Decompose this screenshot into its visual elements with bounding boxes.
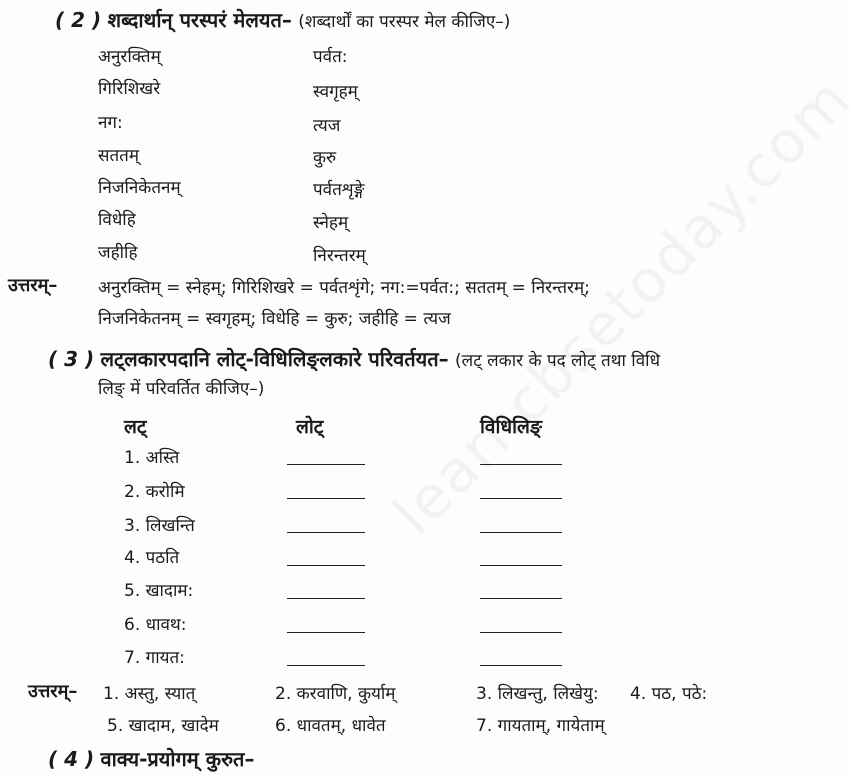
q3-heading: [48, 345, 660, 372]
q3-answer-5: 5. खादाम, खादेम: [107, 716, 219, 736]
q3-answer-2: 2. करवाणि, कुर्याम्: [275, 684, 396, 704]
pair-left-5: निजनिकेतनम्: [98, 178, 181, 198]
q2-answer-line-2: निजनिकेतनम् = स्वगृहम्; विधेहि = कुरु; जहीहि = त्यज: [98, 309, 451, 329]
col-header-lat: लट्: [124, 416, 147, 438]
pair-right-1: पर्वत:: [313, 47, 348, 67]
pair-left-6: विधेहि: [98, 210, 136, 230]
q3-hint-1: (लट् लकार के पद लोट् तथा विधि: [455, 351, 661, 371]
pair-right-2: स्वगृहम्: [313, 82, 358, 102]
q3-hint-2: लिङ् में परिवर्तित कीजिए–): [98, 379, 265, 399]
q3-number: ( 3 ): [48, 347, 95, 371]
q3-title: लट्लकारपदानि लोट्-विधिलिङ्लकारे परिवर्तयत–: [100, 347, 449, 371]
pair-left-2: गिरिशिखरे: [98, 79, 161, 99]
q2-number: ( 2 ): [55, 8, 102, 32]
blank-lot-2: [287, 498, 365, 499]
lat-row-1: 1. अस्ति: [124, 448, 180, 468]
lat-row-3: 3. लिखन्ति: [124, 516, 195, 536]
pair-left-4: सततम्: [98, 146, 140, 166]
q3-answer-label: उत्तरम्–: [28, 681, 78, 702]
q2-answer-line-1: अनुरक्तिम् = स्नेहम्; गिरिशिखरे = पर्वतशृंगे; नग:=पर्वत:; सततम् = निरन्तरम्;: [98, 278, 590, 298]
q2-title: शब्दार्थान् परस्परं मेलयत–: [107, 8, 292, 32]
pair-left-7: जहीहि: [98, 243, 138, 263]
lat-row-4: 4. पठति: [124, 548, 180, 568]
q2-answer-label: उत्तरम्–: [8, 275, 58, 296]
blank-lot-4: [287, 565, 365, 566]
q2-hint: (शब्दार्थों का परस्पर मेल कीजिए–): [298, 12, 511, 32]
q3-answer-1: 1. अस्तु, स्यात्: [103, 684, 196, 704]
col-header-vidhi: विधिलिङ्: [480, 416, 542, 438]
blank-lot-6: [287, 632, 365, 633]
blank-vidhi-2: [480, 498, 562, 499]
col-header-lot: लोट्: [296, 416, 324, 438]
blank-vidhi-4: [480, 565, 562, 566]
blank-vidhi-6: [480, 632, 562, 633]
blank-lot-3: [287, 532, 365, 533]
q2-heading: [55, 6, 510, 33]
blank-lot-7: [287, 665, 365, 666]
pair-left-3: नग:: [98, 113, 123, 133]
blank-vidhi-3: [480, 532, 562, 533]
pair-right-5: पर्वतशृङ्गे: [313, 180, 365, 200]
q3-answer-6: 6. धावतम्, धावेत: [275, 716, 386, 736]
blank-lot-1: [287, 464, 365, 465]
q3-answer-4: 4. पठ, पठे:: [630, 684, 708, 704]
q4-title: वाक्य-प्रयोगम् कुरुत–: [100, 747, 255, 771]
pair-right-3: त्यज: [313, 116, 341, 136]
q3-answer-7: 7. गायताम्, गायेताम्: [476, 716, 605, 736]
pair-right-6: स्नेहम्: [313, 213, 349, 233]
lat-row-6: 6. धावथ:: [124, 615, 187, 635]
pair-right-4: कुरु: [313, 148, 337, 168]
pair-left-1: अनुरक्तिम्: [98, 47, 161, 67]
blank-vidhi-5: [480, 598, 562, 599]
q4-heading: [48, 745, 254, 772]
lat-row-5: 5. खादाम:: [124, 581, 194, 601]
lat-row-2: 2. करोमि: [124, 482, 185, 502]
q4-number: ( 4 ): [48, 747, 95, 771]
blank-vidhi-7: [480, 665, 562, 666]
pair-right-7: निरन्तरम्: [313, 246, 366, 266]
lat-row-7: 7. गायत:: [124, 648, 185, 668]
blank-lot-5: [287, 598, 365, 599]
q3-answer-3: 3. लिखन्तु, लिखेयु:: [476, 684, 599, 704]
blank-vidhi-1: [480, 464, 562, 465]
